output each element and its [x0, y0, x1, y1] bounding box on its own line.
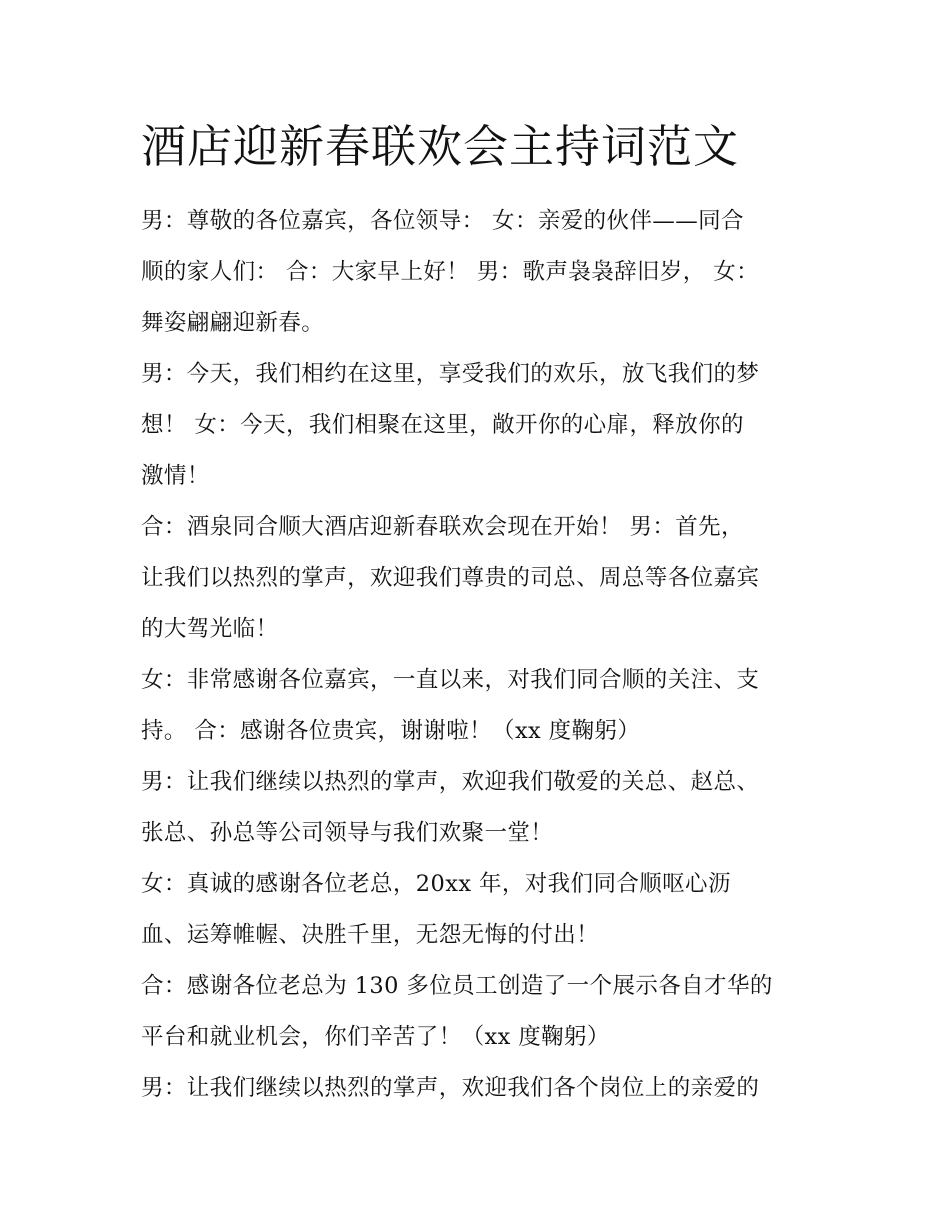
text-line: 舞姿翩翩迎新春。 — [141, 310, 325, 336]
text-line: 让我们以热烈的掌声，欢迎我们尊贵的司总、周总等各位嘉宾 — [141, 565, 760, 591]
text-line: 的大驾光临！ — [141, 616, 279, 642]
text-line: 合：感谢各位老总为 130 多位员工创造了一个展示各自才华的 — [141, 973, 773, 999]
text-line: 持。 合：感谢各位贵宾，谢谢啦！（xx 度鞠躬） — [141, 718, 641, 744]
text-line: 血、运筹帷幄、决胜千里，无怨无悔的付出！ — [141, 922, 600, 948]
text-line: 男：让我们继续以热烈的掌声，欢迎我们各个岗位上的亲爱的 — [141, 1075, 760, 1101]
text-line: 男：今天，我们相约在这里，享受我们的欢乐，放飞我们的梦 — [141, 361, 760, 387]
text-line: 平台和就业机会，你们辛苦了！（xx 度鞠躬） — [141, 1024, 610, 1050]
text-line: 男：尊敬的各位嘉宾，各位领导： 女：亲爱的伙伴——同合 — [141, 208, 744, 234]
document-title: 酒店迎新春联欢会主持词范文 — [141, 120, 740, 173]
text-line: 男：让我们继续以热烈的掌声，欢迎我们敬爱的关总、赵总、 — [141, 769, 760, 795]
text-line: 激情！ — [141, 463, 210, 489]
text-line: 女：真诚的感谢各位老总，20xx 年，对我们同合顺呕心沥 — [141, 871, 731, 897]
text-line: 想！ 女：今天，我们相聚在这里，敞开你的心扉，释放你的 — [141, 412, 744, 438]
text-line: 合：酒泉同合顺大酒店迎新春联欢会现在开始！ 男：首先， — [141, 514, 744, 540]
text-line: 顺的家人们： 合：大家早上好！ 男：歌声袅袅辞旧岁， 女： — [141, 259, 760, 285]
document-body — [141, 196, 831, 1114]
text-line: 女：非常感谢各位嘉宾，一直以来，对我们同合顺的关注、支 — [141, 667, 760, 693]
text-line: 张总、孙总等公司领导与我们欢聚一堂！ — [141, 820, 554, 846]
